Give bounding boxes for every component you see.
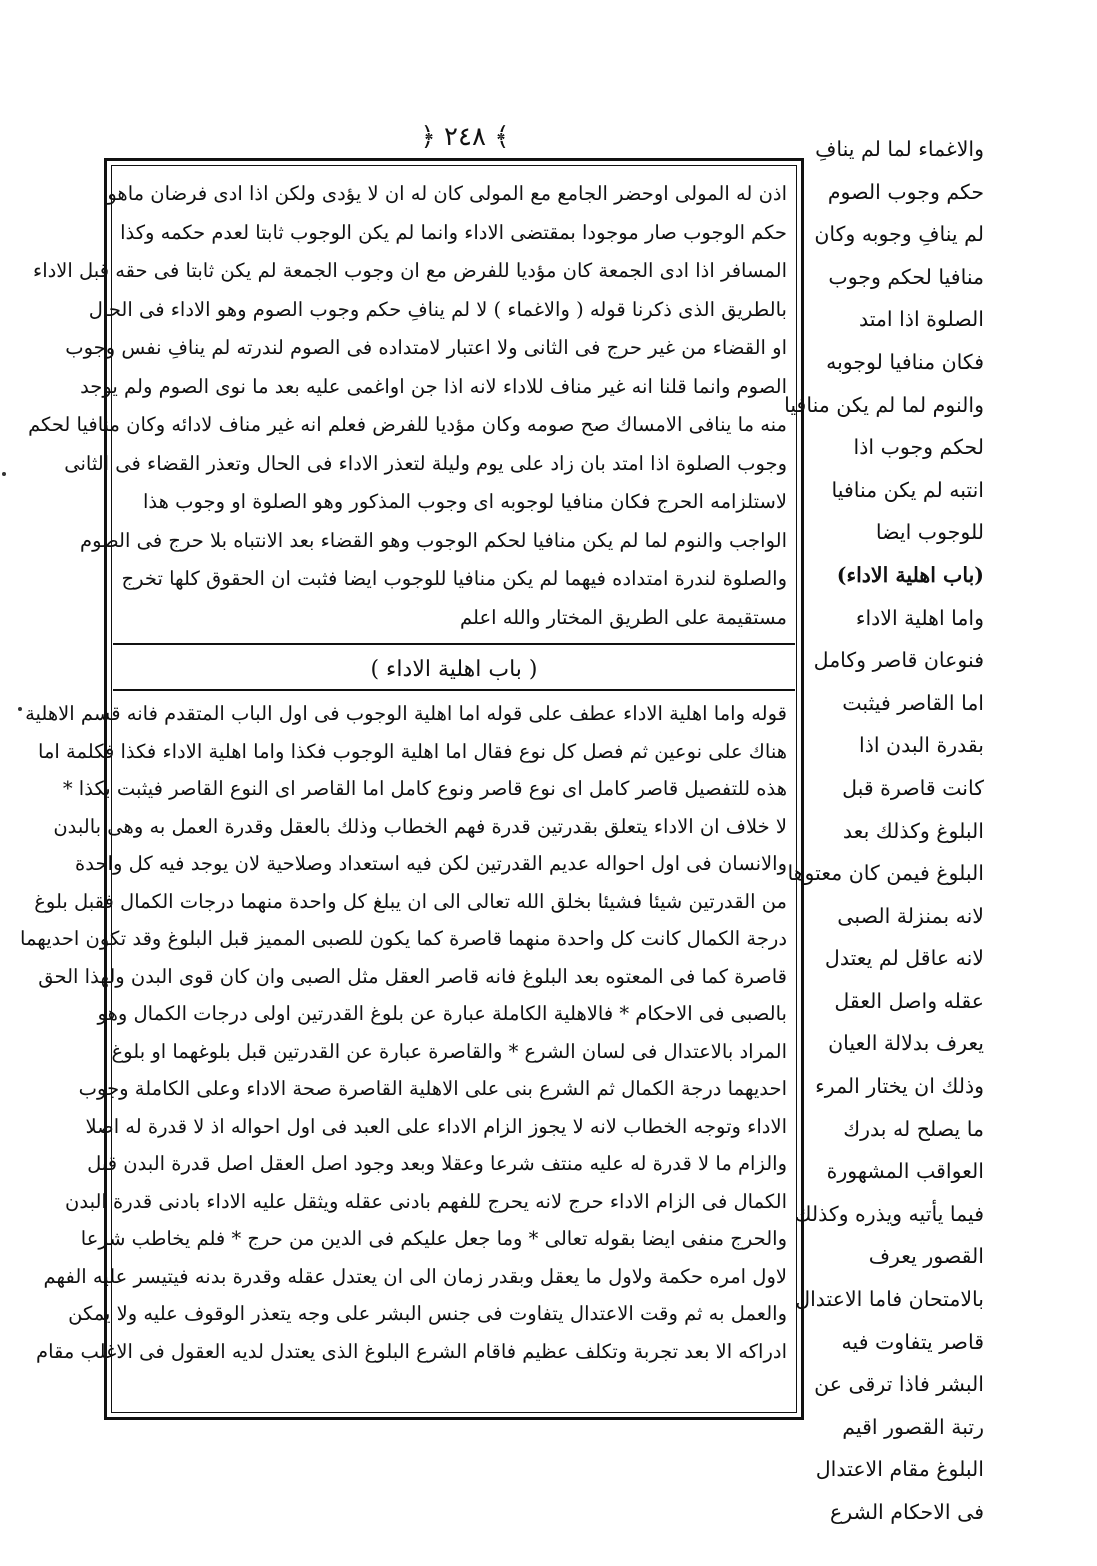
- text-line: الاداء وتوجه الخطاب لانه لا يجوز الزام الاداء على العبد فى اول احواله اذ لا قدرة له اصلا: [85, 1114, 787, 1138]
- text-line: درجة الكمال كانت كل واحدة منهما قاصرة كما يكون للصبى المميز قبل البلوغ وقد تكون احديهما: [20, 927, 787, 950]
- margin-line: يعرف بدلالة العيان: [828, 1031, 984, 1056]
- margin-line: الصلوة اذا امتد: [858, 307, 984, 332]
- text-line: اذن له المولى اوحضر الجامع مع المولى كان له ان لا يؤدى ولكن اذا ادى فرضان ماهو: [107, 182, 787, 205]
- margin-line: فنوعان قاصر وكامل: [813, 648, 984, 673]
- text-line: هذه للتفصيل قاصر كامل اى نوع قاصر ونوع كامل اما القاصر اى النوع القاصر فيثبت بكذا *: [62, 777, 787, 800]
- text-line: الصوم وانما قلنا انه غير مناف للاداء لانه اذا جن اواغمى عليه بعد ما نوى الصوم ولم يوجد: [80, 374, 787, 398]
- margin-line: والاغماء لما لم ينافِ: [815, 137, 984, 161]
- margin-line: ما يصلح له بدرك: [843, 1116, 984, 1141]
- margin-line: للوجوب ايضا: [875, 520, 984, 545]
- margin-line: البشر فاذا ترقى عن: [814, 1372, 984, 1397]
- text-line: مستقيمة على الطريق المختار والله اعلم: [460, 605, 787, 629]
- margin-line: والنوم لما لم يكن منافيا: [784, 392, 984, 417]
- section-heading: ( باب اهلية الاداء ): [370, 657, 538, 682]
- margin-line: فى الاحكام الشرع: [829, 1500, 984, 1524]
- margin-line: منافيا لحكم وجوب: [828, 264, 984, 289]
- margin-line: لحكم وجوب اذا: [853, 435, 984, 460]
- text-line: وجوب الصلوة اذا امتد بان زاد على يوم وليلة لتعذر الاداء فى الحال وتعذر القضاء فى الثانى: [64, 451, 787, 475]
- text-line: قوله واما اهلية الاداء عطف على قوله اما اهلية الوجوب فى اول الباب المتقدم فانه قسم الاهلية: [25, 702, 787, 725]
- margin-line: القصور يعرف: [868, 1244, 984, 1269]
- margin-line: عقله واصل العقل: [834, 988, 984, 1013]
- text-line: قاصرة كما فى المعتوه بعد البلوغ فانه قاصر العقل مثل الصبى وان كان قوى البدن ولهذا الحق: [38, 964, 787, 988]
- margin-line: لانه بمنزلة الصبى: [837, 903, 984, 928]
- scan-speck: [2, 472, 6, 476]
- margin-line: واما اهلية الاداء: [855, 605, 984, 630]
- text-line: بالطريق الذى ذكرنا قوله ( والاغماء ) لا لم ينافِ حكم وجوب الصوم وهو الاداء فى الحال: [88, 297, 787, 321]
- margin-line: كانت قاصرة قبل: [842, 775, 984, 800]
- margin-line: حكم وجوب الصوم: [827, 179, 984, 204]
- text-line: احديهما درجة الكمال ثم الشرع بنى على الاهلية القاصرة صحة الاداء وعلى الكاملة وجوب: [78, 1077, 787, 1100]
- margin-section-heading: (باب اهلية الاداء): [836, 562, 984, 587]
- page-number: ﴿ ٢٤٨ ﴾: [420, 122, 510, 152]
- text-line: بالصبى فى الاحكام * فالاهلية الكاملة عبارة عن بلوغ القدرتين اولى درجات الكمال وهو: [97, 1002, 787, 1025]
- text-line: المراد بالاعتدال فى لسان الشرع * والقاصرة عبارة عن القدرتين قبل بلوغهما او بلوغ: [111, 1039, 787, 1063]
- margin-line: لانه عاقل لم يعتدل: [824, 946, 984, 971]
- heading-top-rule: [113, 643, 795, 645]
- margin-line: البلوغ فيمن كان معتوها: [787, 861, 984, 886]
- text-line: هناك على نوعين ثم فصل كل نوع فقال اما اهلية الوجوب فكذا واما اهلية الاداء فكذا فكلمة اما: [38, 739, 787, 763]
- margin-line: اما القاصر فيثبت: [842, 690, 984, 715]
- text-line: والزام ما لا قدرة له عليه منتف شرعا وعقلا وبعد وجود اصل العقل اصل قدرة البدن قبل: [87, 1152, 787, 1175]
- text-line: الكمال فى الزام الاداء حرج لانه يحرج للفهم بادنى عقله ويثقل عليه الاداء بادنى قدرة البدن: [65, 1189, 787, 1213]
- text-line: او القضاء من غير حرج فى الثانى ولا اعتبار لامتداده فى الصوم لندرته لم ينافِ نفس وجوب: [65, 336, 787, 359]
- margin-line: العواقب المشهورة: [826, 1159, 984, 1184]
- text-line: ادراكه الا بعد تجربة وتكلف عظيم فاقام الشرع البلوغ الذى يعتدل لديه العقول فى الاغلب مقام: [36, 1339, 787, 1363]
- text-line: من القدرتين شيئا فشيئا بخلق الله تعالى الى ان يبلغ كل واحدة منهما درجات الكمال فقبل بلوغ: [34, 889, 787, 913]
- margin-line: فكان منافيا لوجوبه: [826, 349, 984, 374]
- text-line: لاول امره حكمة ولاول ما يعقل وبقدر زمان الى ان يعتدل عقله وقدرة بدنه فيتيسر عليه الفهم: [43, 1264, 787, 1288]
- scan-speck: [18, 707, 22, 711]
- margin-line: بالامتحان فاما الاعتدال: [795, 1287, 984, 1312]
- text-line: لا خلاف ان الاداء يتعلق بقدرتين قدرة فهم الخطاب وذلك بالعقل وقدرة العمل به وهى بالبدن: [53, 814, 787, 838]
- margin-line: البلوغ وكذلك بعد: [842, 818, 984, 843]
- lower-commentary-block: [20, 695, 787, 1411]
- text-line: والعمل به ثم وقت الاعتدال يتفاوت فى جنس البشر على وجه يتعذر الوقوف عليه ولا يمكن: [68, 1302, 787, 1325]
- text-line: والحرج منفى ايضا بقوله تعالى * وما جعل عليكم فى الدين من حرج * فلم يخاطب شرعا: [80, 1227, 787, 1250]
- text-line: المسافر اذا ادى الجمعة كان مؤديا للفرض مع ان وجوب الجمعة لم يكن ثابتا فى حقه قبل الاداء: [33, 259, 787, 282]
- commentary-frame: [20, 158, 804, 1420]
- margin-line: لم ينافِ وجوبه وكان: [814, 222, 984, 247]
- text-line: حكم الوجوب صار موجودا بمقتضى الاداء وانما لم يكن الوجوب ثابتا لعدم حكمه وكذا: [120, 220, 787, 244]
- text-line: والصلوة لندرة امتداده فيهما لم يكن منافيا للوجوب ايضا فثبت ان الحقوق كلها تخرج: [121, 567, 787, 590]
- upper-commentary-block: [28, 175, 787, 637]
- margin-line: انتبه لم يكن منافيا: [831, 477, 984, 502]
- margin-line: بقدرة البدن اذا: [859, 733, 984, 758]
- heading-bottom-rule: [113, 689, 795, 691]
- text-line: والانسان فى اول احواله عديم القدرتين لكن فيه استعداد وصلاحية لان يوجد فيه كل واحدة: [75, 852, 787, 875]
- text-line: منه ما ينافى الامساك صح صومه وكان مؤديا للفرض فعلم انه غير مناف لادائه وكان منافيا لحكم: [28, 413, 787, 436]
- margin-line: رتبة القصور اقيم: [842, 1414, 984, 1439]
- text-line: لاستلزامه الحرج فكان منافيا لوجوبه اى وجوب المذكور وهو الصلوة او وجوب هذا: [142, 490, 787, 513]
- margin-line: البلوغ مقام الاعتدال: [815, 1457, 984, 1482]
- text-line: الواجب والنوم لما لم يكن منافيا لحكم الوجوب وهو القضاء بعد الانتباه بلا حرج فى الصوم: [80, 528, 787, 552]
- margin-line: وذلك ان يختار المرء: [815, 1074, 984, 1099]
- margin-line: فيما يأتيه ويذره وكذلك: [794, 1201, 984, 1226]
- margin-line: قاصر يتفاوت فيه: [841, 1329, 984, 1354]
- margin-text-column: [784, 128, 984, 1524]
